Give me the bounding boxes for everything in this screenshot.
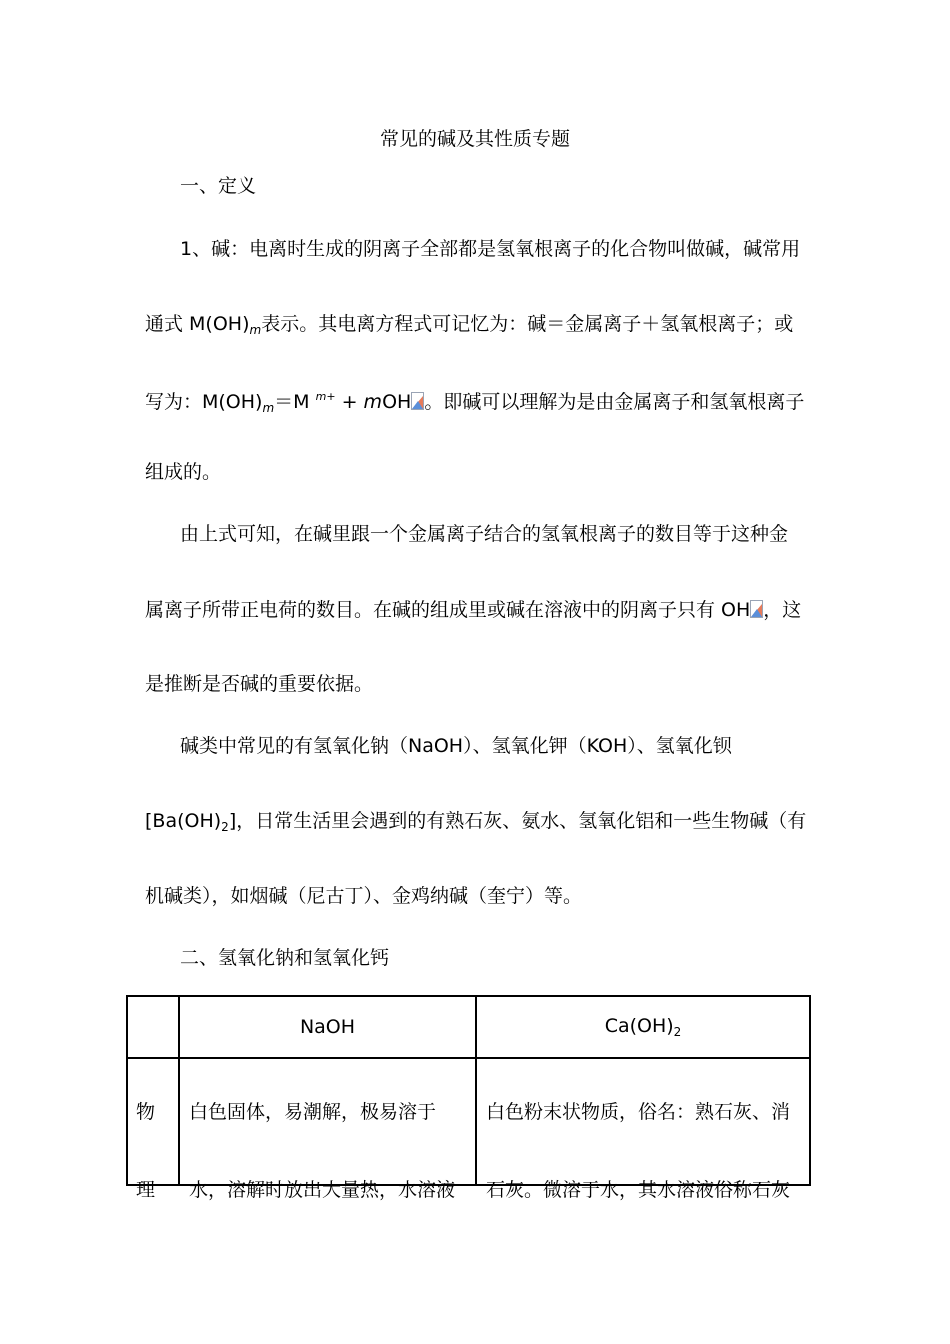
section2-heading: 二、氢氧化钠和氢氧化钙 [180, 947, 390, 969]
row-label-char: 理 [136, 1179, 156, 1201]
caoh2-line: 石灰。微溶于水，其水溶液俗称石灰 [486, 1179, 791, 1201]
para3-line3: 机碱类），如烟碱（尼古丁）、金鸡纳碱（奎宁）等。 [145, 885, 583, 907]
table-header-row [127, 996, 810, 1058]
para1-line3: 写为：$M(OH)_m=M$ $^{m+}$ + mOH 。即碱可以理解为是由金属离子和氢氧根离子 [145, 390, 805, 415]
para1-line2: 通式 $M(OH)_m$表示。其电离方程式可记忆为：碱＝金属离子＋氢氧根离子；或 [145, 313, 794, 337]
para2-line3: 是推断是否碱的重要依据。 [145, 673, 374, 695]
row-label-cell [127, 1058, 179, 1201]
para1-line1: 1、碱：电离时生成的阴离子全部都是氢氧根离子的化合物叫做碱，碱常用 [180, 238, 801, 260]
para3-line2: $[Ba(OH)_2]$，日常生活里会遇到的有熟石灰、氨水、氢氧化铝和一些生物碱（有 [145, 810, 807, 834]
para2-line2: 属离子所带正电荷的数目。在碱的组成里或碱在溶液中的阴离子只有 OH ，这 [145, 599, 802, 621]
caoh2-properties-cell [476, 1058, 810, 1201]
page-title: 常见的碱及其性质专题 [379, 128, 570, 150]
comparison-table [126, 995, 811, 1201]
para1-line4: 组成的。 [145, 461, 222, 483]
para3-line1: 碱类中常见的有氢氧化钠（NaOH）、氢氧化钾（KOH）、氢氧化钡 [180, 735, 732, 757]
header-caoh2: $Ca(OH)_2$ [476, 996, 810, 1058]
header-naoh: NaOH [179, 996, 476, 1058]
broken-image-icon [750, 599, 763, 617]
para2-line1: 由上式可知，在碱里跟一个金属离子结合的氢氧根离子的数目等于这种金 [180, 523, 789, 545]
table-row [127, 1058, 810, 1185]
naoh-line: 白色固体，易潮解，极易溶于 [189, 1101, 437, 1123]
naoh-line: 水，溶解时放出大量热，水溶液 [189, 1179, 456, 1201]
section1-heading: 一、定义 [180, 175, 257, 197]
broken-image-icon [411, 391, 424, 409]
naoh-properties-cell [179, 1058, 476, 1201]
row-label-char: 物 [136, 1101, 156, 1123]
caoh2-line: 白色粉末状物质，俗名：熟石灰、消 [486, 1101, 791, 1123]
header-empty-cell [127, 996, 179, 1058]
